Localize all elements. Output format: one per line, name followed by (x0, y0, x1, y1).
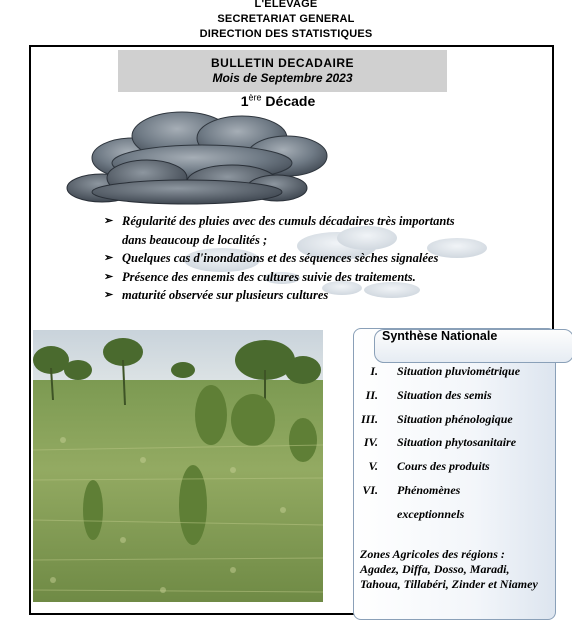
ministry-line: L'ELEVAGE (254, 0, 318, 10)
bulletin-subtitle: Mois de Septembre 2023 (212, 71, 353, 85)
bulletin-banner (118, 50, 447, 92)
toc-item: II. Situation des semis (365, 387, 492, 402)
agricultural-zones: Zones Agricoles des régions : Agadez, Diffa, Dosso, Maradi, Tahoua, Tillabéri, Zinder et Niamey (360, 547, 538, 591)
decade-number: 1 (240, 92, 249, 109)
highlight-item: ➢ maturité observée sur plusieurs cultures (104, 286, 544, 305)
arrow-bullet-icon: ➢ (104, 270, 114, 283)
decade-heading (0, 92, 572, 109)
toc-item: III. Situation phénologique (360, 411, 513, 426)
arrow-bullet-icon: ➢ (104, 215, 114, 227)
highlight-item: ➢ Présence des ennemis des cultures suivie des traitements. (104, 268, 544, 287)
decade-superscript: ère (248, 92, 262, 102)
bulletin-title: BULLETIN DECADAIRE (211, 56, 354, 70)
arrow-bullet-icon: ➢ (104, 289, 114, 301)
crop-field-photo (33, 330, 323, 602)
toc-item: IV. Situation phytosanitaire (363, 435, 517, 450)
toc-item: I. Situation pluviométrique (370, 364, 521, 378)
decade-label: Décade (261, 92, 316, 109)
arrow-bullet-icon: ➢ (104, 252, 114, 264)
toc-item: VI. Phénomènes exceptionnels (362, 482, 465, 521)
secretariat-line: SECRETARIAT GENERAL (217, 13, 355, 25)
synthese-title: Synthèse Nationale (382, 329, 498, 343)
highlight-item: ➢ Régularité des pluies avec des cumuls décadaires très importants dans beaucoup de localités ; (104, 214, 455, 247)
toc-item: V. Cours des produits (368, 459, 490, 474)
direction-line: DIRECTION DES STATISTIQUES (199, 28, 373, 40)
highlights-list (104, 212, 544, 305)
synthese-contents (356, 364, 546, 531)
highlight-item: ➢ Quelques cas d'inondations et des séquences sèches signalées (104, 249, 544, 268)
